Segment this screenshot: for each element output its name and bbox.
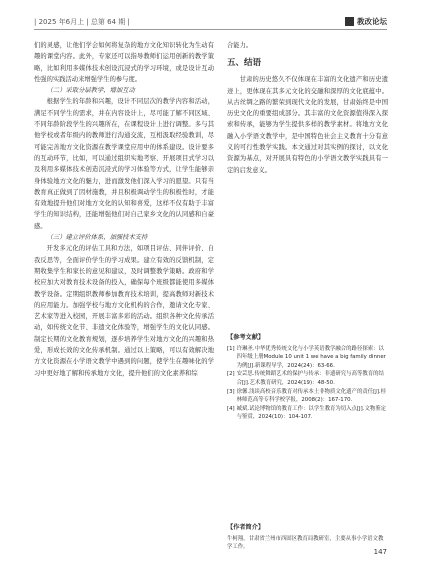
author-bio-title: 【作者简介】	[227, 524, 265, 531]
reference-item: [3] 徐馨.浅谈高校音乐教育对传承本土非物质文化遗产的责任[J].桂林师范高等专科学校学报，2008(2)：167-170.	[227, 388, 387, 404]
subsection-heading: （二）采取分层教学，增加互动	[46, 87, 135, 95]
reference-item: [4] 臧斌.试论博物馆的教育工作：以学生教育为切入点[J].文物鉴定与鉴赏，2024(10)：104-107.	[227, 405, 387, 421]
paragraph: 合能力。	[227, 42, 253, 49]
reference-item: [2] 安芸思.传统舞蹈艺术的保护与传承：非遗研究与高等教育的结合[J].艺术教育研究，2024(19)：48-50.	[227, 371, 384, 386]
subsection-heading: （三）建立评价体系，加强技术支持	[46, 234, 148, 242]
author-bio	[227, 524, 388, 552]
page-number: 147	[373, 548, 387, 556]
paragraph: 根据学生的年龄和兴趣，设计不同层次的教学内容和活动，满足不同学生的需求，并在内容设计上，尽可能了解不同区域、不同年龄阶段学生的兴趣所在，在课程设计上进行调整。多与其他学校或者年级内的教师进行沟通交流，互相汲取经验教训，尽可能完善地方文化资源在教学课堂应用中的体系建设。设计要多的互动环节，比如，可以通过组织实地考察、开展项目式学习以及利用多媒体技术创造沉浸式的学习体验等方式，让学生能够亲身体验地方文化的魅力，进而激发他们深入学习的愿望。只有当教育真正做到了因材施教，并且积极调动学生的积极性时，才能有效地提升他们对地方文化的认知和喜爱，这样不仅有助于丰富学生的知识结构，还能增强他们对自己家乡文化的认同感和自豪感。	[34, 98, 214, 230]
issue-label: | 2025 年6月上 | 总第 64 期 |	[34, 18, 130, 26]
author-bio-text: 牛柯翔，甘肃省兰州市西固区教育局教研室，主要从事小学语文教学工作。	[227, 535, 384, 551]
references	[227, 334, 388, 422]
reference-item: [1] 许琳圣.中华优秀传统文化与小学英语教学融合的路径探索：以四年级上册Module 10 unit 1 we have a big family dinner为例[J].新课程导学，2024(24)：63-66.	[227, 345, 386, 369]
paragraph: 们的灵感，让他们学会如何将复杂的地方文化知识转化为生动有趣的课堂内容。此外，专家还可以指导教师们运用创新的教学策略，比如利用多媒体技术创设沉浸式的学习环境，或是设计互动性强的实践活动来增强学生的参与度。	[34, 42, 214, 83]
paragraph: 开发多元化的评估工具和方法，如项目评估、同伴评价、自我反思等，全面评价学生的学习成果。建立有效的反馈机制，定期收集学生和家长的意见和建议，及时调整教学策略。政府和学校应加大对教育技术设备的投入，确保每个班级都能使用多媒体教学设备。定期组织教师参加教育技术培训，提高教师对新技术的应用能力。加强学校与地方文化机构的合作，邀请文化专家、艺术家等进入校园，开展丰富多彩的活动。组织各种文化传承活动，如传统文化节、非遗文化体验等，增强学生的文化认同感。制定长期的文化教育规划，逐步培养学生对地方文化的兴趣和热爱，形成长效的文化传承机制。通过以上策略，可以有效解决地方文化资源在小学语文教学中遇到的问题，使学生在趣味化的学习中更好地了解和传承地方文化，提升他们的文化素养和综	[34, 245, 214, 377]
right-column	[227, 40, 388, 176]
paragraph: 甘肃的历史悠久不仅体现在丰富的文化遗产和历史遗迹上，更体现在其多元文化的交融和深厚的文化底蕴中。从古丝绸之路的繁荣到现代文化的发展，甘肃始终是中国历史文化的重要组成部分。其丰富的文化资源值得深入探索和传承，能够为学生提供多样的教学素材。将地方文化融入小学语文教学中，是中国特色社会主义教育十分有意义的可行性教学实践。本文通过对其实例的探讨，以文化资源为基点，对开展具有特色的小学语文教学实践具有一定的启发意义。	[227, 76, 388, 174]
brand-logo	[345, 16, 387, 27]
header-divider	[34, 29, 387, 30]
brand-name: 教改论坛	[357, 17, 387, 26]
section-title: 五、结语	[227, 58, 262, 69]
brand-mark-icon	[345, 17, 354, 26]
left-column	[34, 40, 214, 379]
references-title: 【参考文献】	[227, 334, 265, 341]
